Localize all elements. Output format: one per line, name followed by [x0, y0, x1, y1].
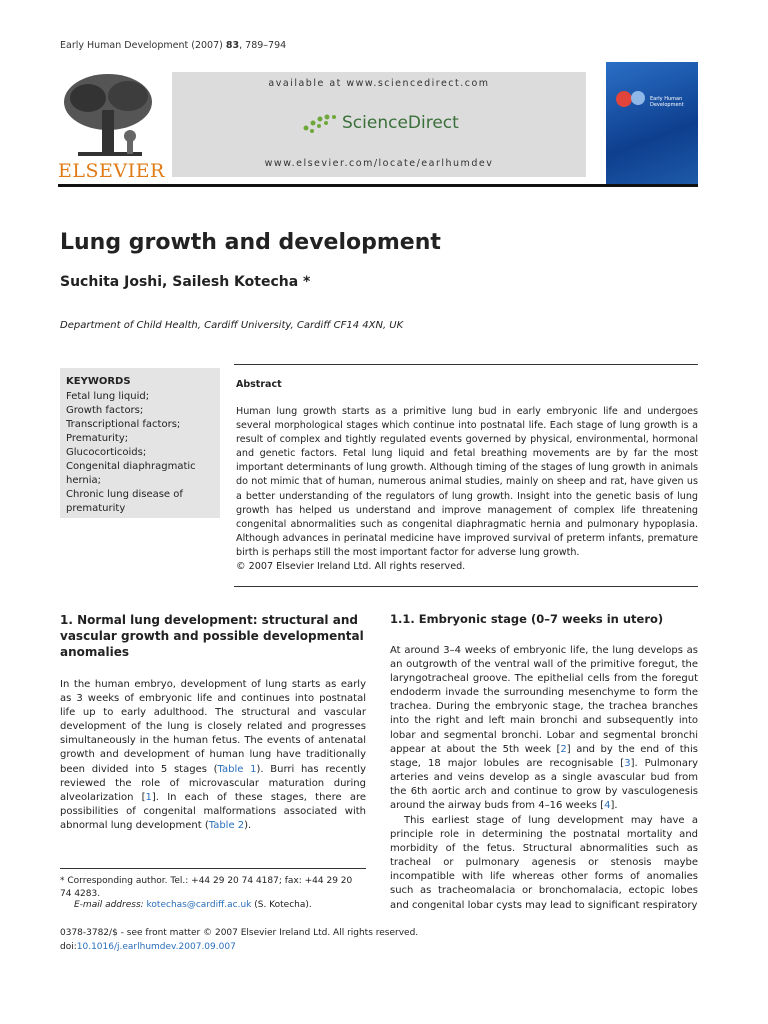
citation-link[interactable]: 4	[604, 800, 611, 812]
cover-title-line1: Early Human	[650, 96, 683, 102]
paragraph-text: ].	[610, 800, 618, 812]
table-1-link[interactable]: Table 1	[217, 763, 257, 775]
email-suffix: (S. Kotecha).	[251, 900, 312, 910]
journal-cover-image	[606, 62, 698, 184]
paragraph-text: ). Burri has recently reviewed the role of microvascular maturation during alveolarization [	[60, 763, 366, 803]
issn-line: 0378-3782/$ - see front matter © 2007 Elsevier Ireland Ltd. All rights reserved.	[60, 928, 419, 938]
keyword-item: Chronic lung disease of	[66, 489, 183, 500]
paragraph-text: ]. Pulmonary arteries and veins develop as a single avascular bud from the 6th aortic arch and continue to grow by vasculogenesis around the airway buds from 4–16 weeks [	[390, 757, 698, 812]
author-email-link[interactable]: kotechas@cardiff.ac.uk	[146, 900, 252, 910]
keyword-item: prematurity	[66, 503, 126, 514]
footnote-rule	[60, 868, 366, 869]
cover-title-line2: Development	[650, 102, 684, 108]
abstract-bottom-rule	[234, 586, 698, 587]
paragraph-text: In the human embryo, development of lung starts as early as 3 weeks of embryonic life and continues into postnatal life up to early adulthood. The structural and vascular development of the lung is closely related and progresses simultaneously in the human fetus. The events of antenatal growth and development of human lung have traditionally been divided into 5 stages (	[60, 679, 366, 775]
abstract-top-rule	[234, 364, 698, 365]
header-divider	[58, 184, 698, 187]
banner-availability[interactable]: available at www.sciencedirect.com	[268, 78, 490, 89]
abstract-copyright: © 2007 Elsevier Ireland Ltd. All rights reserved.	[236, 561, 466, 572]
section-1-heading: 1. Normal lung development: structural and vascular growth and possible developmental anomalies	[60, 613, 364, 659]
section-1-1-heading: 1.1. Embryonic stage (0–7 weeks in utero)	[390, 612, 664, 626]
keywords-box	[60, 368, 220, 518]
abstract-heading: Abstract	[236, 379, 282, 390]
doi-link[interactable]: 10.1016/j.earlhumdev.2007.09.007	[76, 942, 236, 952]
paragraph-text: ]. In each of these stages, there are possibilities of congenital malformations associated with abnormal lung development (	[60, 791, 366, 831]
banner-journal-url[interactable]: www.elsevier.com/locate/earlhumdev	[264, 158, 494, 169]
article-authors: Suchita Joshi, Sailesh Kotecha *	[60, 274, 311, 290]
section-1-1-paragraph	[390, 644, 698, 813]
section-1-1-paragraph-2: This earliest stage of lung development may have a principle role in determining the postnatal mortality and morbidity of the fetus. Structural abnormalities such as tracheal or pulmonary agenesis or stenosis maybe incompatible with life whereas other forms of anomalies such as tracheomalacia or bronchomalacia, ectopic lobes and congenital lobar cysts may lead to significant respiratory	[390, 815, 698, 911]
article-title: Lung growth and development	[60, 230, 441, 255]
citation-link[interactable]: 1	[145, 791, 152, 803]
abstract-text: Human lung growth starts as a primitive lung bud in early embryonic life and undergoes several morphological stages which continue into postnatal life. Each stage of lung growth is a result of complex and tightly regulated events governed by physical, environmental, hormonal and genetic factors. Fetal lung liquid and fetal breathing movements are by far the most important determinants of lung growth. Although timing of the stages of lung growth in animals do not mimic that of human, numerous animal studies, mainly on sheep and rat, have given us a better understanding of the regulators of lung growth. Insight into the genetic basis of lung growth has helped us understand and improve management of complex life threatening congenital abnormalities such as congenital diaphragmatic hernia and pulmonary hypoplasia. Although advances in perinatal medicine have improved survival of preterm infants, premature birth is perhaps still the most important factor for adverse lung growth.	[236, 406, 698, 558]
journal-volume: 83	[225, 40, 240, 51]
publisher-logo-text: ELSEVIER	[58, 160, 165, 182]
keyword-item: Fetal lung liquid;	[66, 391, 150, 402]
keyword-item: Prematurity;	[66, 433, 129, 444]
author-affiliation: Department of Child Health, Cardiff University, Cardiff CF14 4XN, UK	[60, 320, 404, 331]
journal-reference	[60, 40, 286, 51]
sciencedirect-banner	[172, 72, 586, 177]
email-label: E-mail address:	[74, 900, 147, 910]
table-2-link[interactable]: Table 2	[208, 819, 245, 831]
doi-line	[60, 942, 236, 952]
paragraph-text: At around 3–4 weeks of embryonic life, the lung develops as an outgrowth of the ventral wall of the primitive foregut, the laryngotracheal groove. The epithelial cells from the foregut endoderm invade the surrounding mesenchyme to form the trachea. During the embryonic stage, the trachea branches into the right and left main bronchi and subsequently into lobar and segmental bronchi. Lobar and segmental bronchi appear at about the 5th week [	[390, 645, 698, 755]
citation-link[interactable]: 2	[560, 743, 567, 755]
journal-pages: , 789–794	[239, 40, 287, 51]
cover-title	[650, 96, 684, 108]
doi-label: doi:	[60, 942, 77, 952]
sciencedirect-dots-icon	[300, 112, 340, 136]
keyword-item: Growth factors;	[66, 405, 144, 416]
keyword-item: Transcriptional factors;	[66, 419, 181, 430]
section-1-paragraph	[60, 678, 366, 833]
paragraph-text: ).	[244, 819, 252, 831]
paragraph-text: ] and by the end of this stage, 18 major lobules are recognisable [	[390, 743, 698, 769]
citation-link[interactable]: 3	[624, 757, 631, 769]
cover-graphic-icon	[614, 88, 650, 110]
journal-name: Early Human Development (2007)	[60, 40, 226, 51]
keywords-heading: KEYWORDS	[66, 376, 131, 387]
keyword-item: hernia;	[66, 475, 102, 486]
sciencedirect-wordmark: ScienceDirect	[342, 113, 459, 133]
sciencedirect-logo	[300, 108, 470, 138]
email-note	[74, 900, 366, 910]
corresponding-author-note: * Corresponding author. Tel.: +44 29 20 74 4187; fax: +44 29 20 74 4283.	[60, 876, 353, 899]
keyword-item: Congenital diaphragmatic	[66, 461, 196, 472]
keyword-item: Glucocorticoids;	[66, 447, 147, 458]
